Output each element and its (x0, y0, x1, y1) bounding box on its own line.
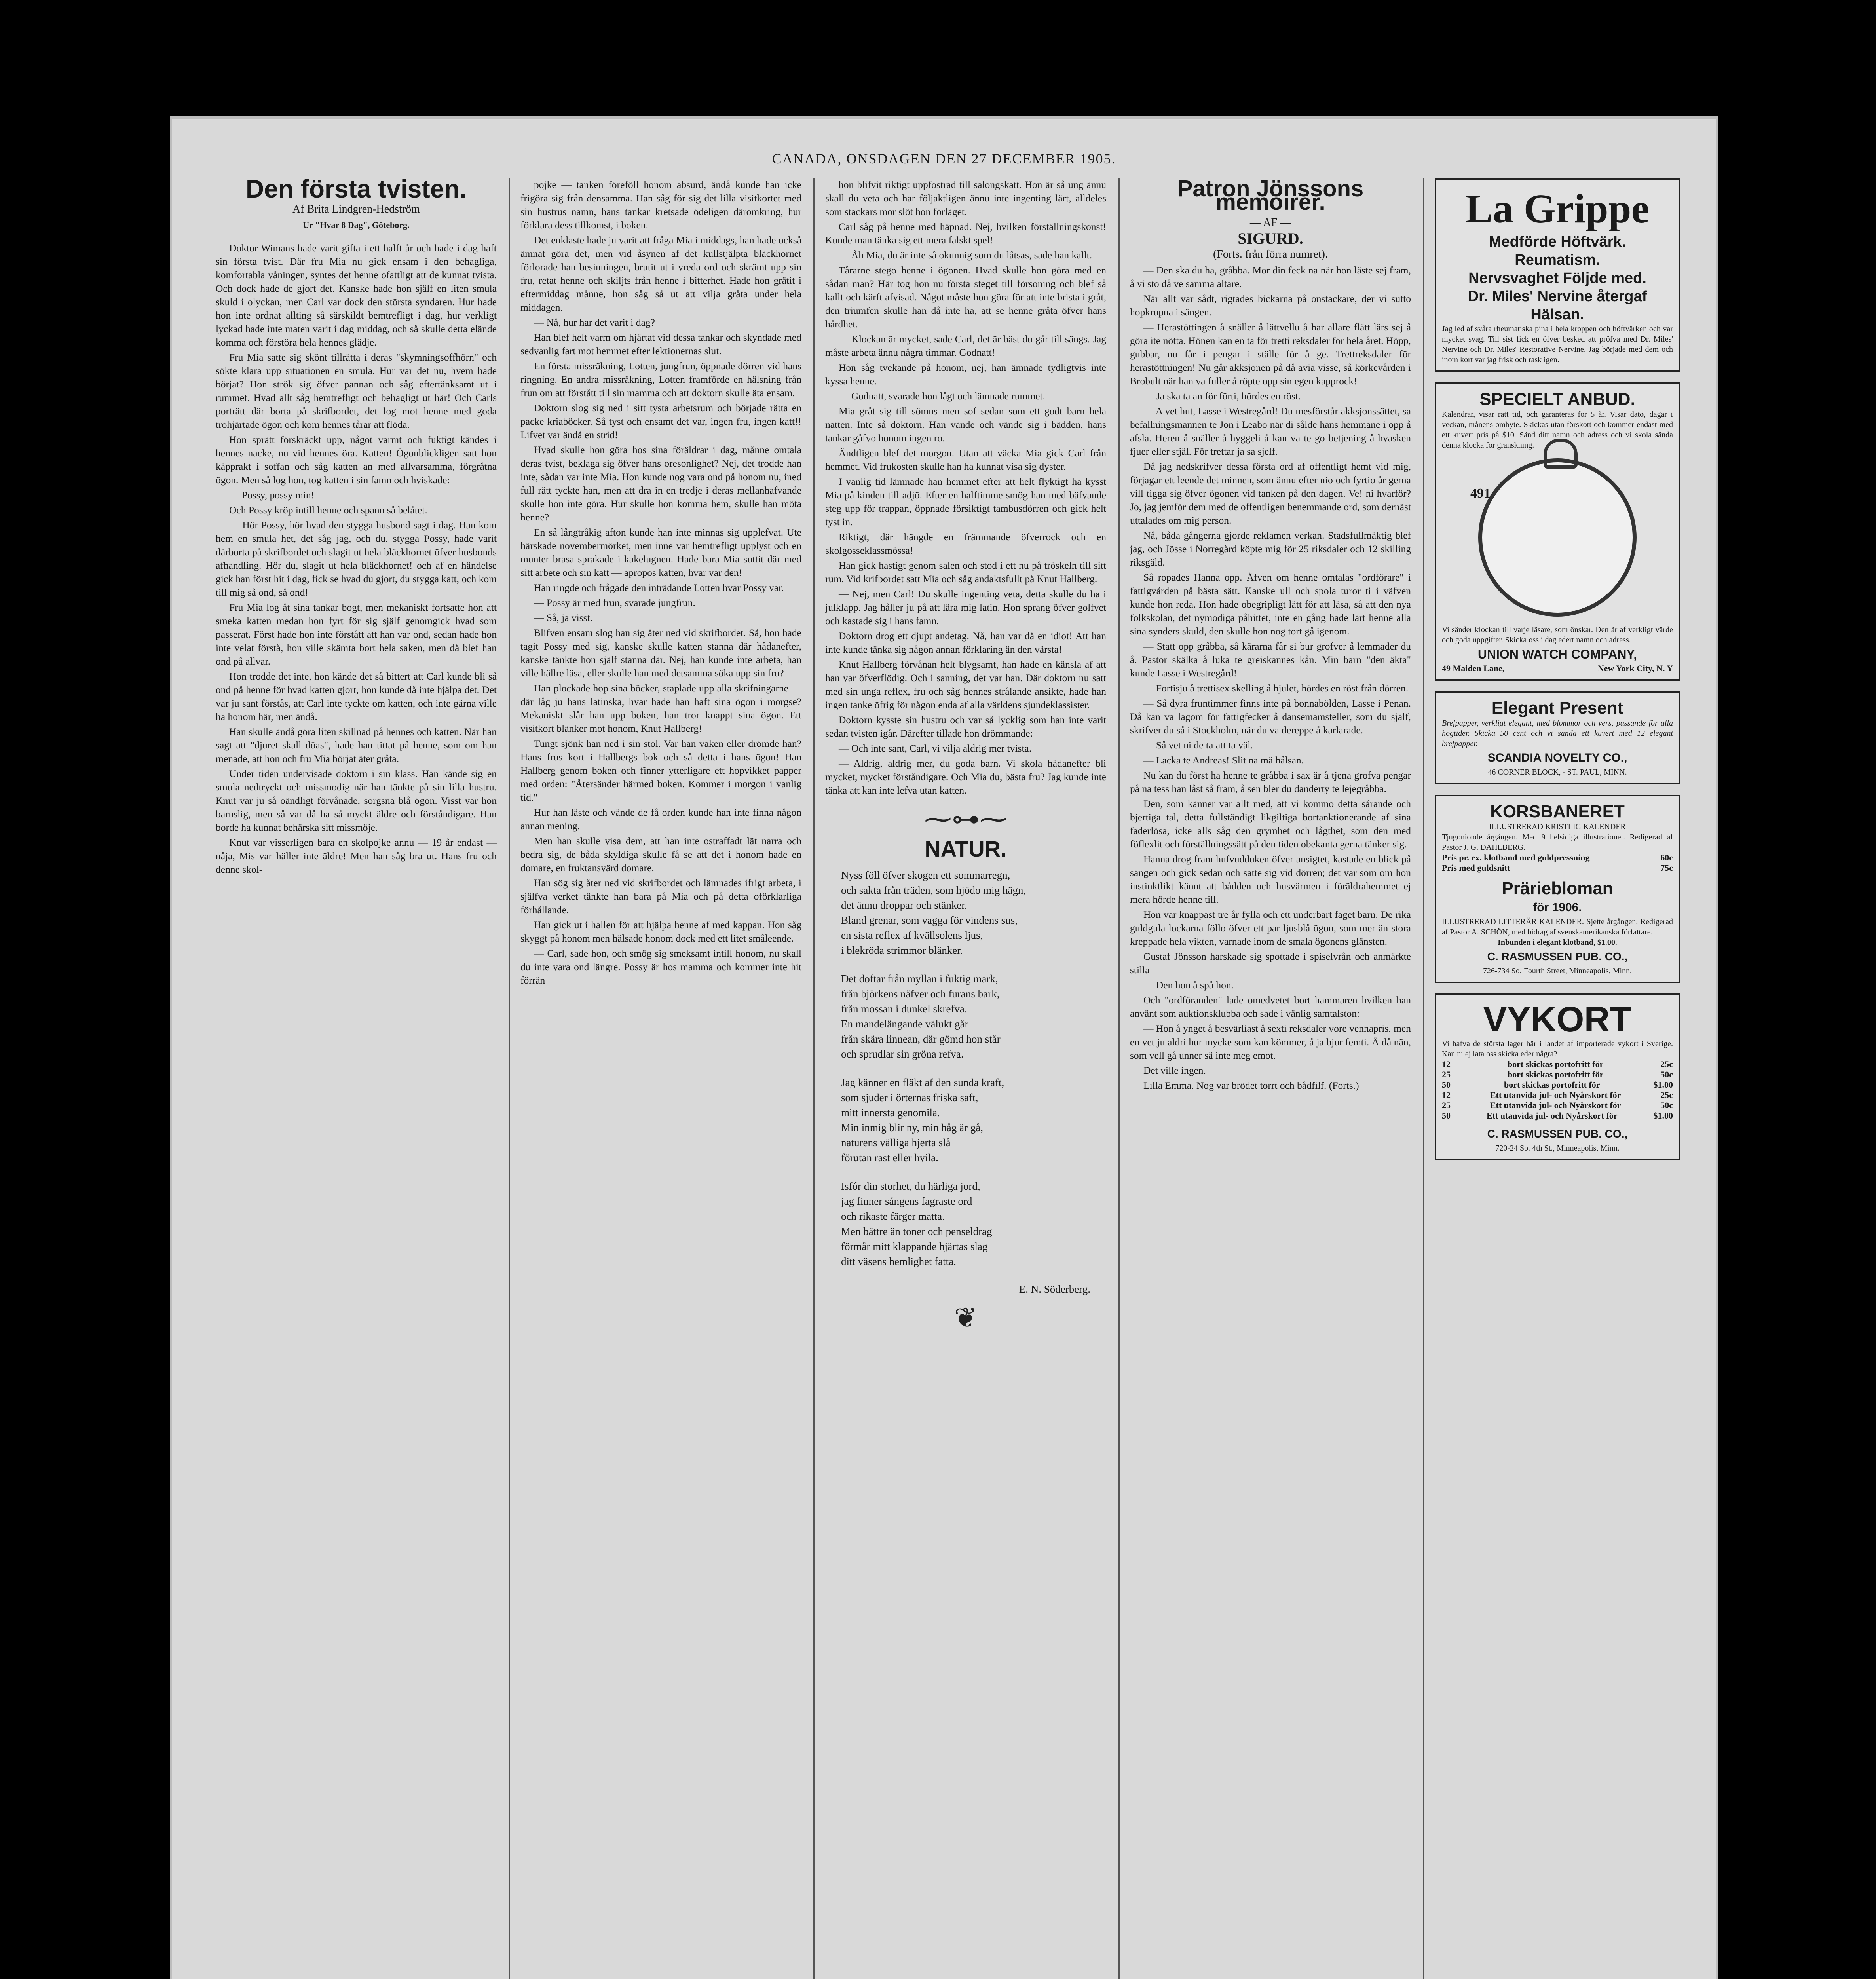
ad-company: C. RASMUSSEN PUB. CO., (1487, 1128, 1628, 1140)
ad-korsbaneret (1435, 795, 1680, 983)
paragraph: Under tiden undervisade doktorn i sin klass. Han kände sig en smula nedtryckt och missmodig när han tänkte på sin lilla hustru. Knut var ju så oändligt förvånade, sorgsna blå ögon. Visst var hon barnslig, men så var då ha så myckt äldre och förståndigare. Han borde ha kunnat behärska sitt missmöje. (216, 768, 497, 833)
paragraph: När allt var sådt, rigtades bickarna på onstackare, der vi sutto hopkrupna i sängen. (1130, 293, 1411, 318)
paragraph: Den, som känner var allt med, att vi kommo detta sårande och bjertiga tal, detta fullständigt likgiltiga bortanktionerande af sina faderlösa, icke alls såg den grymhet och lågthet, som den med föflexlit och förställningssätt på den tiden obekanta gerna tänker sig. (1130, 798, 1411, 850)
poem-line: Men bättre än toner och penseldrag (841, 1225, 992, 1237)
price-text: bort skickas portofritt för (1504, 1080, 1600, 1090)
paragraph: Blifven ensam slog han sig åter ned vid skrifbordet. Så, hon hade tagit Possy med sig, kanske skulle katten stanna där hådanefter, kanske tänkte hon själf stanna där. Nej, han kunde inte arbeta, han ville hällre läsa, eller skulle han med detsamma söka upp sin fru? (520, 627, 801, 679)
paragraph: Lilla Emma. Nog var brödet torrt och bådfilf. (Forts.) (1143, 1080, 1359, 1091)
poem-line: och sakta från träden, som hjödo mig hägn, (841, 884, 1026, 896)
paragraph: — Godnatt, svarade hon lågt och lämnade rummet. (839, 390, 1045, 402)
article-byline: Af Brita Lindgren-Hedström (292, 203, 420, 215)
ad-price: Inbunden i elegant klotband, $1.00. (1498, 938, 1617, 947)
column-4 (1130, 178, 1411, 1979)
paragraph: Och Possy kröp intill henne och spann så belåtet. (229, 504, 427, 516)
price-row (1442, 1080, 1673, 1090)
paragraph: Hon sprätt förskräckt upp, något varmt och fuktigt kändes i hennes nacke, nu vid hennes öra. Katten! Ögonblickligen satt hon käpprakt i soffan och såg katten an med allvarsamma, förgråtna ögon. Men så log hon, tog katten i sin famn och hviskade: (216, 434, 497, 486)
price-row (1442, 1059, 1673, 1069)
ad-address: 726-734 So. Fourth Street, Minneapolis, Minn. (1483, 967, 1632, 975)
column-1 (216, 178, 497, 1979)
poem-line: Bland grenar, som vagga för vindens sus, (841, 914, 1018, 926)
paragraph: Knut Hallberg förvånan helt blygsamt, han hade en känsla af att han var öfverflödig. Och i sanning, det var han. Där doktorn nu satt med sin unga reflex, fru och såg hennes strålande ansikte, hade han ingen tanke öfrig för någon enda af alla världens sjundeklassister. (825, 659, 1106, 710)
newspaper-page (172, 119, 1716, 1979)
ad-vykort (1435, 993, 1680, 1160)
ad-speciellt-anbud (1435, 382, 1680, 681)
ad-line: Nervsvaghet Följde med. (1468, 270, 1646, 287)
paragraph: Doktorn kysste sin hustru och var så lycklig som han inte varit sedan tvisten igår. Därefter tillade hon drömmande: (825, 714, 1106, 739)
poem-line: och sprudlar sin gröna refva. (841, 1048, 964, 1060)
ad-address-right: New York City, N. Y (1597, 663, 1673, 673)
ad-subtitle: för 1906. (1533, 901, 1582, 914)
price-text: bort skickas portofritt för (1507, 1059, 1604, 1069)
paragraph: Ändtligen blef det morgon. Utan att väcka Mia gick Carl från hemmet. Vid frukosten skulle han ha kunnat visa sig dyster. (825, 447, 1106, 472)
ad-company: SCANDIA NOVELTY CO., (1487, 751, 1627, 764)
paragraph: — Aldrig, aldrig mer, du goda barn. Vi skola hädanefter bli mycket, mycket förståndigare. Och Mia du, bästa fru? Jag kunde inte tänka att kan inte lefva utan katten. (825, 758, 1106, 796)
paragraph: Doktor Wimans hade varit gifta i ett halft år och hade i dag haft sin första tvist. Där fru Mia nu gick ensam i den behagliga, komfortabla våningen, syntes det henne ofattligt att de kunnat tvista. Och dock hade de gjort det. Kanske hade hon själf en liten smula skuld i olyckan, men Carl var dock den största syndaren. Hur hade hon inte ordnat allting så särskildt bemtrefligt i dag, hur verkligt lyckad hade inte maten varit i dag middag, och så skulle detta elände komma och förstöra hela hennes glädje. (216, 242, 497, 348)
paragraph: Han plockade hop sina böcker, staplade upp alla skrifningarne — där låg ju hans latinska, hvar hade han haft sina ögon i morgse? Mekaniskt slår han upp boken, han tror knappt sina ögon. Ett visitkort blänker mot honom, Knut Hallberg! (520, 682, 801, 734)
paragraph: pojke — tanken föreföll honom absurd, ändå kunde han icke frigöra sig från densamma. Han såg för sig det lilla visitkortet med sin hustrus namn, hans tankar kretsade ödeligen däromkring, hur förklara dess tillkomst, i boken. (520, 179, 801, 231)
paragraph: hon blifvit riktigt uppfostrad till salongskatt. Hon är så ung ännu skall du veta och har följaktligen ännu inte ingenting lärt, alldeles som stackars mor slöt hon förläget. (825, 179, 1106, 217)
paragraph: Tårarne stego henne i ögonen. Hvad skulle hon göra med en sådan man? Här tog hon nu första steget till försoning och blef så kallt och kärft afvisad. Något måste hon göra för att inte brista i gråt, den triumfen skulle han då inte ha, att se henne gråta öfver hans hårdhet. (825, 264, 1106, 330)
ad-body: Tjugonionde årgången. Med 9 helsidiga illustrationer. Redigerad af Pastor J. G. DAHLBERG. (1442, 833, 1673, 852)
price-label: Pris pr. ex. klotband med guldpressning (1442, 853, 1590, 862)
paragraph: — Possy, possy min! (229, 489, 315, 501)
column-rule (509, 178, 510, 1979)
price-price: 50c (1660, 1100, 1673, 1110)
paragraph: Fru Mia satte sig skönt tillrätta i deras "skymningsoffhörn" och sökte klara upp situationen en smula. Hur var det nu, hvem hade börjat? Hon strök sig öfver pannan och såg eftertänksamt ut i rummet. Hvad allt såg hemtrefligt och behagligt ut här! Och Carls porträtt där borta på skrifbordet, det log mot henne med goda trohjärtade ögon och kom hennes tårar att flöda. (216, 351, 497, 430)
fleuron-ornament: ❦ (954, 1303, 978, 1333)
paragraph: Hon såg tvekande på honom, nej, han ämnade tydligtvis inte kyssa henne. (825, 362, 1106, 387)
price-qty: 12 (1442, 1090, 1451, 1100)
paragraph: Fru Mia log åt sina tankar bogt, men mekaniskt fortsatte hon att smeka katten medan hon fyrt för sig själf genomgick hvad som passerat. Först hade hon inte förstått att han var ond, sedan hade hon inte velat förstå, hon ville skämta bort hela saken, men då blef han ond på allvar. (216, 602, 497, 667)
poem-line: Jag känner en fläkt af den sunda kraft, (841, 1077, 1004, 1088)
paragraph: Så ropades Hanna opp. Äfven om henne omtalas "ordförare" i fattigvården på bästa sätt. Kanske ull och spola turor ti i väfven kunde hon reda. Hon hade obegripligt lätt för att läsa, så att den nya folkskolan, det nymodiga påhittet, inte en gång hade lärt henne alla sina synders skuld, den skulle hon nog tort gå igenom. (1130, 572, 1411, 637)
price-price: 25c (1660, 1090, 1673, 1100)
paragraph: Han sög sig åter ned vid skrifbordet och lämnades ifrigt arbeta, i själfva verket tänkte han bara på Mia och på detta oförklarliga förhållande. (520, 877, 801, 915)
poem-line: mitt innersta genomila. (841, 1107, 940, 1119)
ad-title: SPECIELT ANBUD. (1479, 389, 1635, 409)
ad-address: 46 CORNER BLOCK, - ST. PAUL, MINN. (1488, 768, 1627, 777)
price-price: $1.00 (1653, 1080, 1673, 1090)
ad-elegant-present (1435, 691, 1680, 784)
paragraph: Han gick ut i hallen för att hjälpa henne af med kappan. Hon såg skyggt på honom men hälsade honom dock med ett litet småleende. (520, 919, 801, 944)
poem-line: Det doftar från myllan i fuktig mark, (841, 973, 998, 985)
paragraph: Gustaf Jönsson harskade sig spottade i spiselvrån och anmärkte stilla (1130, 951, 1411, 976)
ad-body: Jag led af svåra rheumatiska pina i hela kroppen och höftvärken och var mycket svag. Till sist fick en öfver besked att pröfva med Dr. Miles' Nervine och Dr. Miles' Restorative Nervine. Jag började med dem och inom kort var jag frisk och rask igen. (1442, 325, 1673, 364)
poem-stanza (841, 971, 1106, 1062)
article-author: SIGURD. (1238, 230, 1303, 247)
article-body (216, 241, 497, 876)
ad-title: KORSBANERET (1490, 802, 1625, 821)
paragraph: — Herastöttingen å snäller å lättvellu å har allare flätt lärs sej å göra ite nötta. Hönen kan en ta för tretti reksdaler för hela året. Höpp, gubbar, nu får i pengar i ställe för å ge. Trettreksdaler för herastöttningen! Nu går akksjonen på då avia visse, så körkevården i Brobult när han va fuller å röpte opp sin egen kapprock! (1130, 321, 1411, 387)
ad-la-grippe (1435, 178, 1680, 372)
price-qty: 50 (1442, 1080, 1451, 1090)
poem-line: förmår mitt klappande hjärtas slag (841, 1240, 988, 1252)
column-rule (1423, 178, 1424, 1979)
paragraph: — Fortisju å trettisex skelling å hjulet, hördes en röst från dörren. (1143, 682, 1409, 694)
paragraph: Då jag nedskrifver dessa första ord af offentligt hemt vid mig, förjagar ett leende det minnen, som ännu efter nio och fyrtio år gerna vill tigga sig öfver ögonen vid tanken på den dagen. Ve! ni hvarför? Jo, jag jemför dem med de offentligen benemmande ord, som dernäst uttalades om mig person. (1130, 461, 1411, 526)
masthead: CANADA, ONSDAGEN DEN 27 DECEMBER 1905. (772, 151, 1116, 167)
article-body-continued (825, 178, 1106, 797)
paragraph: — Nej, men Carl! Du skulle ingenting veta, detta skulle du ha i julklapp. Jag håller ju på att lära mig latin. Hon sprang öfver golfvet och kastade sig i hans famn. (825, 588, 1106, 627)
column-2 (520, 178, 801, 1979)
paragraph: Nu kan du först ha henne te gråbba i sax är å tjena grofva pengar på na tess han låst så fram, å sen bler du danderty te lejegråbba. (1130, 769, 1411, 794)
poem-title: NATUR. (925, 836, 1007, 861)
price-row (1442, 1090, 1673, 1100)
ad-note: Vi sänder klockan till varje läsare, som önskar. Den är af verkligt värde och goda uppgifter. Skicka oss i dag edert namn och adress. (1442, 625, 1673, 644)
poem-line: Isfór din storhet, du härliga jord, (841, 1180, 980, 1192)
poem-line: som sjuder i örternas friska saft, (841, 1092, 978, 1103)
price-table (1442, 1059, 1673, 1121)
paragraph: Hur han läste och vände de få orden kunde han inte finna någon annan mening. (520, 807, 801, 832)
paragraph: — Den ska du ha, gråbba. Mor din feck na när hon läste sej fram, å vi sto då ve samma altare. (1130, 264, 1411, 289)
ads-column (1435, 178, 1680, 1979)
paragraph: Men han skulle visa dem, att han inte ostraffadt lät narra och bedra sig, de båda skyldiga skulle få se att det i honom hade en domare, en fruktansvärd domare. (520, 835, 801, 874)
price-row (1442, 1111, 1673, 1121)
article-title: Patron Jönssons memoirer. (1177, 178, 1364, 215)
ad-body: Brefpapper, verkligt elegant, med blommor och vers, passande för alla högtider. Skicka 50 cent och vi sända ett kuvert med 12 elegant brefpapper. (1442, 719, 1673, 748)
paragraph: — Och inte sant, Carl, vi vilja aldrig mer tvista. (839, 743, 1032, 754)
price-price: 25c (1660, 1059, 1673, 1069)
paragraph: Carl såg på henne med häpnad. Nej, hvilken förställningskonst! Kunde man tänka sig ett mera falskt spel! (825, 221, 1106, 246)
paragraph: — Den hon å spå hon. (1143, 979, 1234, 991)
paragraph: Han skulle ändå göra liten skillnad på hennes och katten. När han sagt att "djuret skall döas", hade han tittat på henne, som om han menade, att hon och fru Mia börjat äter gråta. (216, 726, 497, 764)
poem-line: en sista reflex af kvällsolens ljus, (841, 929, 983, 941)
paragraph: — Så vet ni de ta att ta väl. (1143, 739, 1253, 751)
paragraph: — Åh Mia, du är inte så okunnig som du låtsas, sade han kallt. (839, 249, 1092, 261)
price-text: Ett utanvida jul- och Nyårskort för (1486, 1111, 1618, 1121)
poem-line: En mandelängande välukt går (841, 1018, 968, 1030)
ad-line: Reumatism. (1515, 252, 1600, 268)
paragraph: Hvad skulle hon göra hos sina föräldrar i dag, månne omtala deras tvist, beklaga sig öfver hans oresonlighet? Nej, det trodde han inte, sådan var inte Mia. Hon kunde nog vara ond på honom nu, ined full rätt tyckte han, men att dra in en tredje i deras mellanhafvande skulle hon inte göra. Hur skulle hon komma hem, skulle han möta henne? (520, 444, 801, 523)
poem-line: det ännu droppar och stänker. (841, 899, 967, 911)
watch-badge: 491 (1470, 486, 1491, 501)
ad-title: La Grippe (1465, 186, 1650, 232)
poem-line: ditt väsens hemlighet fatta. (841, 1255, 956, 1267)
price-qty: 25 (1442, 1100, 1451, 1110)
ad-body: Vi hafva de största lager här i landet af importerade vykort i Sverige. Kan ni ej lata oss skicka eder några? (1442, 1039, 1673, 1058)
price-text: Ett utanvida jul- och Nyårskort för (1490, 1100, 1621, 1110)
price-text: bort skickas portofritt för (1507, 1069, 1604, 1079)
price-label: Pris med guldsnitt (1442, 863, 1510, 873)
column-3 (825, 178, 1106, 1979)
paragraph: Riktigt, där hängde en främmande öfverrock och en skolgosseklassmössa! (825, 531, 1106, 556)
paragraph: Nå, båda gångerna gjorde reklamen verkan. Stadsfullmäktig blef jag, och Jösse i Norregård köpte mig för 25 riksdaler och 12 skilling riksgäld. (1130, 530, 1411, 568)
poem-line: naturens välliga hjerta slå (841, 1137, 951, 1149)
ad-subtitle: ILLUSTRERAD KRISTLIG KALENDER (1489, 822, 1626, 831)
paragraph: — Possy är med frun, svarade jungfrun. (534, 597, 695, 608)
ad-address (1442, 663, 1673, 674)
paragraph: Hon trodde det inte, hon kände det så bittert att Carl kunde bli så ond på henne för hvad katten gjort, hon kunde då inte hjälpa det. Det var ju sant förstås, att Carl inte tyckte om katten, och inte gärna ville ha honom här, men ändå. (216, 670, 497, 722)
paragraph: Doktorn slog sig ned i sitt tysta arbetsrum och började rätta en packe kriaböcker. Så tyst och ensamt det var, ingen fru, ingen katt!! Lifvet var ändå en strid! (520, 402, 801, 441)
paragraph: — Hon å ynget å besvärliast å sexti reksdaler vore vennapris, men en vet ju aldri hur mycke som kan kömmer, å ja bjur femti. Å då nän, som vell gå unner sä inte meg emot. (1130, 1023, 1411, 1061)
article-title: Den första tvisten. (245, 178, 467, 203)
paragraph: — Så, ja visst. (534, 612, 593, 623)
poem-line: och rikaste färger matta. (841, 1210, 945, 1222)
paragraph: Det ville ingen. (1143, 1065, 1206, 1076)
price-text: Ett utanvida jul- och Nyårskort för (1490, 1090, 1621, 1100)
paragraph: — Hör Possy, hör hvad den stygga husbond sagt i dag. Han kom hem en smula het, det såg jag, och du, stygga Possy, hade varit därborta på skrifbordet och slagit ut hela bläckhornet öfver husbonds afhandling. Hör du, slagit ut hela bläckhornet! och af en händelse gick han först hit i dag, fick se hvad du gjort, du stygga katt, och kom till mig så ond, så ond! (216, 519, 497, 598)
paragraph: Knut var visserligen bara en skolpojke annu — 19 år endast — nåja, Mis var häller inte äldre! Men han såg bra ut. Hans fru och denne skol- (216, 837, 497, 875)
paragraph: Och "ordföranden" lade omedvetet bort hammaren hvilken han använt som auktionsklubba och sade i vänlig samtalston: (1130, 994, 1411, 1019)
poem-line: jag finner sångens fagraste ord (841, 1195, 972, 1207)
paragraph: Hanna drog fram hufvudduken öfver ansigtet, kastade en blick på sängen och gick sedan och satte sig vid dörren; det var som om hon instinktlikt kännt att bådden och husvärmen i föräldrahemmet ej mera hörde henne till. (1130, 853, 1411, 905)
paragraph: En så långtråkig afton kunde han inte minnas sig upplefvat. Ute härskade novembermörket, men inne var hemtrefligt upplyst och en munter brasa sprakade i kakelugnen. Hade bara Mia suttit där med sitt arbete och sin katt — apropos katten, hvar var den! (520, 526, 801, 578)
ad-address: 720-24 So. 4th St., Minneapolis, Minn. (1495, 1144, 1620, 1153)
poem-line: Nyss föll öfver skogen ett sommarregn, (841, 869, 1010, 881)
price-qty: 50 (1442, 1111, 1451, 1121)
paragraph: — A vet hut, Lasse i Westregård! Du mesförstår akksjonssättet, sa befallningsmannen te Jon i Leabo när di sålde hans hemmane i opp å afsla. Heren å snäller å hyggeli å kan va te go betjening å hvasken fjuer eller stjäl. För trettar ja sa sjelf. (1130, 405, 1411, 457)
paragraph: Han gick hastigt genom salen och stod i ett nu på tröskeln till sitt rum. Vid krifbordet satt Mia och såg andaktsfullt på Knut Hallberg. (825, 560, 1106, 585)
paragraph: Tungt sjönk han ned i sin stol. Var han vaken eller drömde han? Hans frus kort i Hallbergs bok och så detta i hans ögon! Han Hallberg genom boken och finner ytterligare ett hopvikket papper med orden: "Återsänder härmed boken. Kommer i morgon i vanlig tid." (520, 738, 801, 803)
poem-line: Min inmig blir ny, min håg är gå, (841, 1122, 983, 1134)
poem-line: i blekröda strimmor blänker. (841, 944, 963, 956)
price-value: 60c (1660, 853, 1673, 862)
ad-line: Dr. Miles' Nervine återgaf Hälsan. (1468, 288, 1647, 323)
poem-line: förutan rast eller hvila. (841, 1152, 938, 1164)
paragraph: Hon var knappast tre år fylla och ett underbart faget barn. De rika guldgula lockarna föllo öfver ett par ljusblå ögon, som mer än stora kreppade hela vikten, varnade inom de smala ögonens glänsten. (1130, 909, 1411, 947)
ad-body: Kalendrar, visar rätt tid, och garanteras för 5 år. Visar dato, dagar i veckan, månens ombyte. Skickas utan förskott och kommer endast med ett kuvert pris på $10. Sänd ditt namn och adress och vi skola sända denna klocka för granskning. (1442, 410, 1673, 450)
paragraph: — Nå, hur har det varit i dag? (534, 317, 655, 328)
price-value: 75c (1660, 863, 1673, 873)
divider-ornament: ⁓⊶⁓ (924, 804, 1007, 835)
column-rule (1118, 178, 1120, 1979)
paragraph: En första missräkning, Lotten, jungfrun, öppnade dörren vid hans ringning. En andra missräkning, Lotten framförde en hälsning från frun om att förstått till sin mamma och att doktorn skulle äta ensam. (520, 360, 801, 399)
paragraph: — Klockan är mycket, sade Carl, det är bäst du går till sängs. Jag måste arbeta ännu några timmar. Godnatt! (825, 333, 1106, 358)
paragraph: Doktorn drog ett djupt andetag. Nå, han var då en idiot! Att han inte kunde tänka sig någon annan förklaring än den värsta! (825, 630, 1106, 655)
paragraph: I vanlig tid lämnade han hemmet efter att helt flyktigt ha kysst Mia på kinden till adjö. Efter en halftimme smög han med bäfvande steg upp för trappan, öppnade försiktigt tambusdörren och gick helt tyst in. (825, 476, 1106, 528)
ad-line: Medförde Höftvärk. (1489, 234, 1626, 250)
price-price: $1.00 (1653, 1111, 1673, 1121)
price-qty: 12 (1442, 1059, 1451, 1069)
poem-stanza (841, 1075, 1106, 1165)
ad-company: C. RASMUSSEN PUB. CO., (1487, 950, 1628, 963)
ad-company: UNION WATCH COMPANY, (1477, 647, 1637, 661)
paragraph: Han ringde och frågade den inträdande Lotten hvar Possy var. (534, 582, 784, 593)
paragraph: Det enklaste hade ju varit att fråga Mia i middags, han hade också ämnat göra det, men vid åsynen af det kullstjälpta bläckhornet förlorade han besinningen, brutit ut i vreda ord och skrämt upp sin fru, retat henne och skiljts från henne i bitterhet. Hade hon grätit i eftermiddag månne, hon såg så ut att vilja gråta under hela middagen. (520, 234, 801, 313)
column-rule (813, 178, 815, 1979)
poem-line: från mossan i dunkel skrefva. (841, 1003, 967, 1015)
price-row (1442, 1100, 1673, 1111)
paragraph: — Så dyra fruntimmer finns inte på bonnabölden, Lasse i Penan. Då kan va lagom för fattigfecker å dansemamsteller, som du själf, skrifver du så i Stockholm, när du va dereppe å karlarade. (1130, 697, 1411, 736)
paragraph: Mia gråt sig till sömns men sof sedan som ett godt barn hela natten. Inte så doktorn. Han vände och vände sig i bädden, hans tankar gåfvo honom ingen ro. (825, 405, 1106, 444)
ad-price-row (1442, 863, 1673, 873)
ad-title: VYKORT (1483, 1000, 1632, 1039)
paragraph: — Statt opp gråbba, så kärarna får si bur grofver å lemmader du å. Pastor skälka å luka te greiskannes kån. Min barn "den äkta" kunde Lasse i Westregård! (1130, 640, 1411, 679)
poem-line: från björkens näfver och furans bark, (841, 988, 1000, 1000)
poem-line: från skära linnean, där gömd hon står (841, 1033, 1001, 1045)
price-row (1442, 1069, 1673, 1080)
article-body-continued (520, 178, 801, 987)
article-af: — AF — (1249, 217, 1291, 229)
poem-stanza (841, 868, 1106, 958)
paragraph: — Ja ska ta an för förti, hördes en röst. (1143, 390, 1301, 402)
paragraph: — Lacka te Andreas! Slit na mä hålsan. (1143, 754, 1304, 766)
ad-body: ILLUSTRERAD LITTERÄR KALENDER. Sjette årgången. Redigerad af Pastor A. SCHÖN, med bidrag af svenskamerikanska författare. (1442, 917, 1673, 936)
pocket-watch-icon (1470, 458, 1637, 617)
poem-author: E. N. Söderberg. (1019, 1283, 1090, 1295)
ad-title: Präriebloman (1502, 879, 1613, 898)
article-continued-note: (Forts. från förra numret). (1213, 248, 1328, 260)
ad-price-row (1442, 853, 1673, 863)
paragraph: — Carl, sade hon, och smög sig smeksamt intill honom, nu skall du inte vara ond längre. Possy är hos mamma och kommer inte hit förrän (520, 948, 801, 986)
price-price: 50c (1660, 1069, 1673, 1079)
poem-stanza (841, 1179, 1106, 1269)
ad-address-left: 49 Maiden Lane, (1442, 663, 1505, 673)
paragraph: Han blef helt varm om hjärtat vid dessa tankar och skyndade med sedvanlig fart mot hemmet efter lektionernas slut. (520, 332, 801, 357)
ad-title: Elegant Present (1491, 698, 1623, 718)
price-qty: 25 (1442, 1069, 1451, 1079)
article-source: Ur "Hvar 8 Dag", Göteborg. (303, 220, 410, 230)
article-body (1130, 264, 1411, 1092)
poem (825, 868, 1106, 1269)
